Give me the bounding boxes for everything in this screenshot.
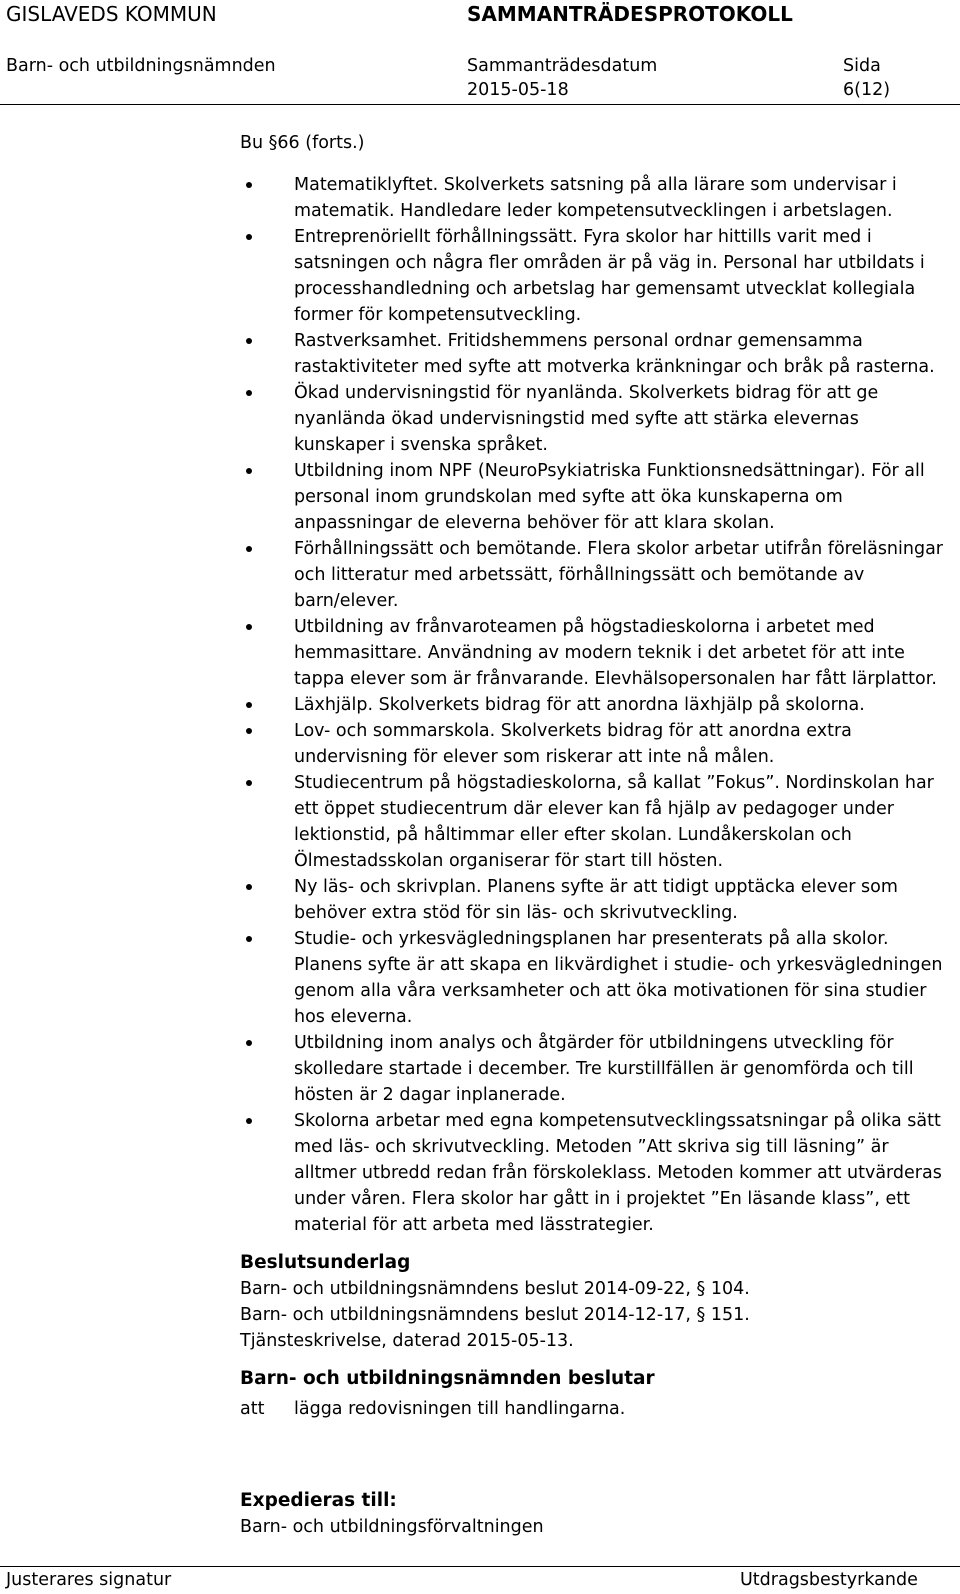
bullet-icon: [246, 936, 252, 942]
list-item: [240, 380, 950, 458]
bullet-icon: [246, 546, 252, 552]
beslutsunderlag-heading: Beslutsunderlag: [240, 1252, 411, 1273]
bullet-icon: [246, 390, 252, 396]
meeting-date: 2015-05-18: [467, 80, 569, 100]
header-divider: [0, 104, 960, 105]
list-item-text: Studiecentrum på högstadieskolorna, så kallat ”Fokus”. Nordinskolan har ett öppet studiecentrum där elever kan få hjälp av pedagoger under lektionstid, på håltimmar eller efter skolan. Lundåkerskolan och Ölmestadsskolan organiserar för start till hösten.: [294, 773, 934, 871]
list-item-text: Utbildning inom NPF (NeuroPsykiatriska Funktionsnedsättningar). För all personal inom grundskolan med syfte att öka kunskaperna om anpassningar de eleverna behöver för att klara skolan.: [294, 461, 925, 533]
list-item: [240, 224, 950, 328]
decision-heading: Barn- och utbildningsnämnden beslutar: [240, 1368, 655, 1389]
list-item-text: Utbildning av frånvaroteamen på högstadieskolorna i arbetet med hemmasittare. Användning av modern teknik i det arbetet för att inte tappa elever som är frånvarande. Elevhälsopersonalen har fått lärplattor.: [294, 617, 937, 689]
list-item: [240, 1108, 950, 1238]
decision-basis-item: Tjänsteskrivelse, daterad 2015-05-13.: [240, 1331, 574, 1351]
list-item: [240, 614, 950, 692]
document-type: SAMMANTRÄDESPROTOKOLL: [467, 2, 793, 26]
distribution-recipient: Barn- och utbildningsförvaltningen: [240, 1517, 544, 1537]
list-item: [240, 328, 950, 380]
bullet-icon: [246, 1040, 252, 1046]
list-item-text: Entreprenöriellt förhållningssätt. Fyra skolor har hittills varit med i satsningen och några fler områden är på väg in. Personal har utbildats i processhandledning och arbetslag har gemensamt utvecklat kollegiala former för kompetensutveckling.: [294, 227, 925, 325]
certification-label: Utdragsbestyrkande: [740, 1570, 918, 1590]
bullet-icon: [246, 780, 252, 786]
list-item: [240, 770, 950, 874]
decision-row: [240, 1396, 950, 1422]
bullet-icon: [246, 338, 252, 344]
list-item-text: Ny läs- och skrivplan. Planens syfte är att tidigt upptäcka elever som behöver extra stöd för sin läs- och skrivutveckling.: [294, 877, 898, 923]
decision-text: lägga redovisningen till handlingarna.: [294, 1399, 626, 1419]
list-item-text: Utbildning inom analys och åtgärder för utbildningens utveckling för skolledare startade i december. Tre kurstillfällen är genomförda och till hösten är 2 dagar inplanerade.: [294, 1033, 914, 1105]
bullet-list: [240, 172, 950, 1238]
bullet-icon: [246, 624, 252, 630]
distribution-block: [240, 1488, 544, 1540]
list-item: [240, 1030, 950, 1108]
municipality-name: GISLAVEDS KOMMUN: [6, 2, 217, 26]
bullet-icon: [246, 884, 252, 890]
decision-basis-item: Barn- och utbildningsnämndens beslut 2014-12-17, § 151.: [240, 1305, 750, 1325]
list-item: [240, 172, 950, 224]
list-item-text: Förhållningssätt och bemötande. Flera skolor arbetar utifrån föreläsningar och litteratur med arbetssätt, förhållningssätt och bemötande av barn/elever.: [294, 539, 944, 611]
date-label: Sammanträdesdatum: [467, 56, 658, 76]
list-item-text: Studie- och yrkesvägledningsplanen har presenterats på alla skolor. Planens syfte är att skapa en likvärdighet i studie- och yrkesvägledningen genom alla våra verksamheter och att öka motivationen för sina studier hos eleverna.: [294, 929, 943, 1027]
list-item: [240, 536, 950, 614]
bullet-icon: [246, 234, 252, 240]
list-item-text: Lov- och sommarskola. Skolverkets bidrag för att anordna extra undervisning för elever som riskerar att inte nå målen.: [294, 721, 852, 767]
list-item-text: Ökad undervisningstid för nyanlända. Skolverkets bidrag för att ge nyanlända ökad undervisningstid med syfte att stärka elevernas kunskaper i svenska språket.: [294, 383, 879, 455]
decision-basis-item: Barn- och utbildningsnämndens beslut 2014-09-22, § 104.: [240, 1279, 750, 1299]
bullet-icon: [246, 728, 252, 734]
list-item: [240, 458, 950, 536]
distribution-heading: Expedieras till:: [240, 1490, 397, 1511]
list-item-text: Matematiklyftet. Skolverkets satsning på alla lärare som undervisar i matematik. Handledare leder kompetensutvecklingen i arbetslagen.: [294, 175, 897, 221]
bullet-icon: [246, 468, 252, 474]
list-item: [240, 874, 950, 926]
list-item: [240, 718, 950, 770]
adjuster-signature-label: Justerares signatur: [6, 1570, 172, 1590]
page-label: Sida: [843, 56, 881, 76]
page-number: 6(12): [843, 80, 891, 100]
footer-divider: [0, 1566, 960, 1567]
bullet-icon: [246, 1118, 252, 1124]
list-item-text: Skolorna arbetar med egna kompetensutvecklingssatsningar på olika sätt med läs- och skrivutveckling. Metoden ”Att skriva sig till läsning” är alltmer utbredd redan från förskoleklass. Metoden kommer att utvärderas under våren. Flera skolor har gått in i projektet ”En läsande klass”, ett material för att arbeta med lässtrategier.: [294, 1111, 942, 1235]
section-reference: Bu §66 (forts.): [240, 133, 365, 153]
list-item-text: Läxhjälp. Skolverkets bidrag för att anordna läxhjälp på skolorna.: [294, 695, 865, 715]
list-item: [240, 692, 950, 718]
list-item: [240, 926, 950, 1030]
department-name: Barn- och utbildningsnämnden: [6, 56, 276, 76]
decision-att: att: [240, 1399, 265, 1419]
bullet-icon: [246, 702, 252, 708]
bullet-icon: [246, 182, 252, 188]
main-content: [240, 130, 950, 1422]
list-item-text: Rastverksamhet. Fritidshemmens personal ordnar gemensamma rastaktiviteter med syfte att motverka kränkningar och bråk på rasterna.: [294, 331, 935, 377]
